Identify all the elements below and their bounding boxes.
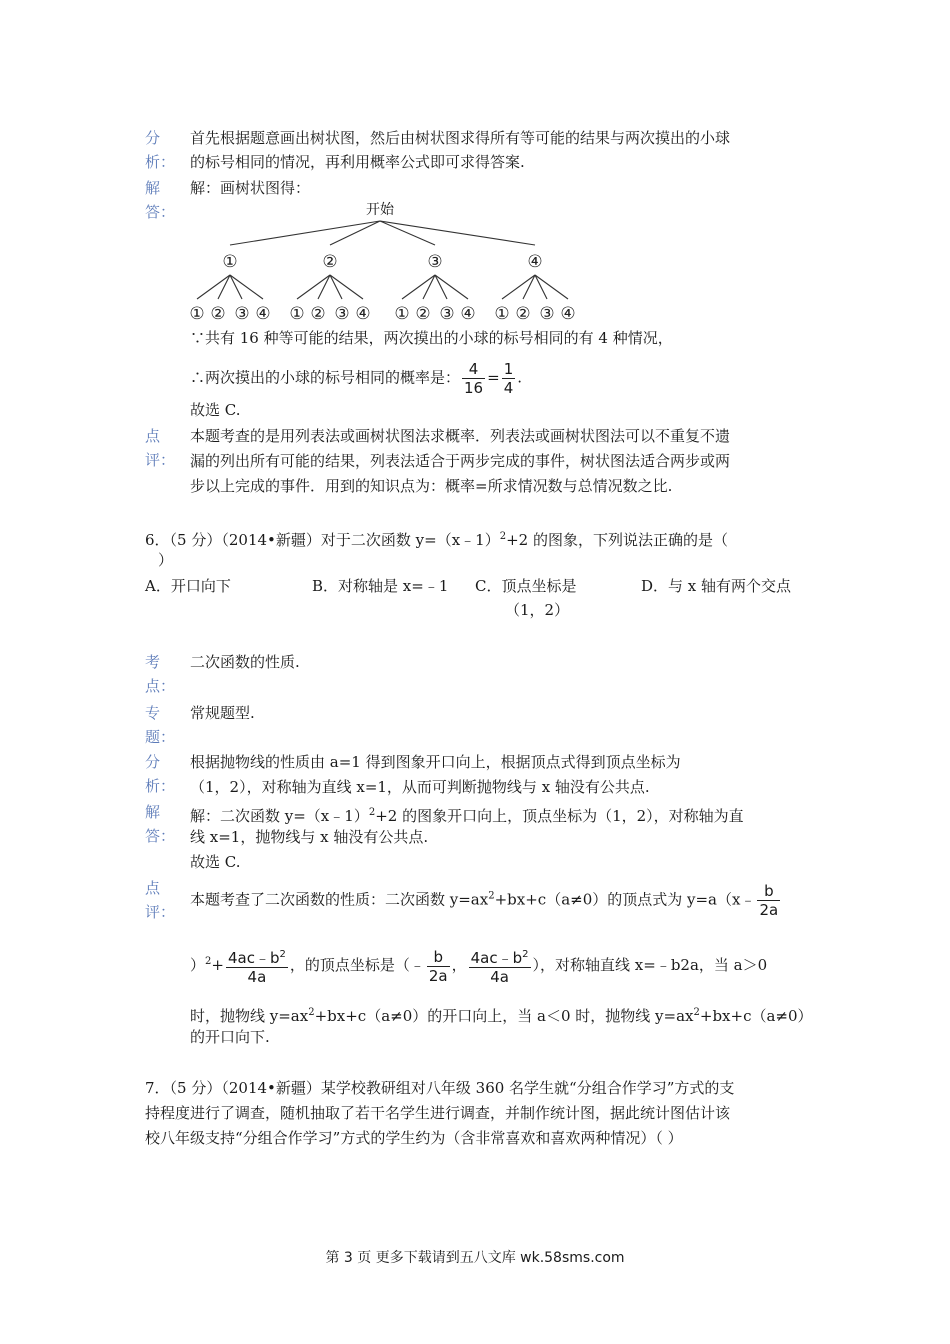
q6-option-d: D．与 x 轴有两个交点: [641, 577, 792, 595]
comment-part: ，的顶点坐标是（﹣: [289, 956, 425, 974]
q5-analysis-line: 首先根据题意画出树状图，然后由树状图求得所有等可能的结果与两次摸出的小球: [190, 129, 731, 147]
tree-node-level2: ①: [189, 304, 205, 324]
plus-sign: +: [211, 956, 224, 974]
frac-den: 16: [464, 379, 484, 397]
label-char: 评：: [145, 903, 176, 921]
tree-diagram: [185, 195, 595, 327]
q6-comment-label: [145, 876, 185, 924]
answer-part: 解：二次函数 y=（x﹣1）: [190, 807, 369, 825]
label-char: 题：: [145, 728, 176, 746]
q6-stem-close: ）: [158, 551, 174, 569]
q6-option-b: B．对称轴是 x=﹣1: [312, 577, 449, 595]
tree-node-level2: ①: [494, 304, 510, 324]
tree-branch: [230, 275, 242, 299]
q6-answer-label: [145, 800, 185, 848]
tree-node-level1: ③: [427, 252, 443, 272]
tree-branch: [318, 275, 330, 299]
q6-zhuanti-label: [145, 701, 185, 749]
tree-node-level2: ③: [234, 304, 250, 324]
q5-answer-label: [145, 176, 185, 224]
tree-branch: [502, 275, 535, 299]
fraction-1-4: [502, 360, 516, 397]
tree-branch: [330, 275, 363, 299]
fraction-b-2a: [427, 948, 450, 985]
label-char: 考: [145, 653, 161, 671]
tree-node-level2: ②: [310, 304, 326, 324]
comment-part: ），对称轴直线 x=﹣b2a，当 a＞0: [532, 956, 768, 974]
frac-num: b: [427, 948, 450, 967]
tree-branch: [435, 275, 447, 299]
label-char: 点: [145, 427, 161, 445]
tree-node-level1: ④: [527, 252, 543, 272]
frac-num: [226, 946, 288, 968]
superscript: 2: [308, 1007, 315, 1018]
q6-zhuanti: 常规题型.: [190, 704, 255, 722]
q5-choice: 故选 C.: [190, 401, 241, 419]
superscript: 2: [205, 956, 212, 967]
frac-num-text: 4ac﹣b: [227, 949, 280, 967]
q5-comment-line: 本题考查的是用列表法或画树状图法求概率．列表法或画树状图法可以不重复不遗: [190, 427, 731, 445]
superscript: 2: [522, 949, 529, 960]
fraction-b-2a: [757, 882, 780, 919]
frac-den: 2a: [428, 966, 448, 985]
q6-analysis-label: [145, 750, 185, 798]
tree-node-level1: ①: [222, 252, 238, 272]
tree-node-level2: ④: [560, 304, 576, 324]
period: .: [517, 368, 523, 387]
tree-node-level2: ④: [255, 304, 271, 324]
tree-branch: [423, 275, 435, 299]
q5-comment-line: 漏的列出所有可能的结果，列表法适合于两步完成的事件，树状图法适合两步或两: [190, 452, 731, 470]
q6-option-c: C．顶点坐标是: [475, 577, 577, 595]
frac-num: b: [757, 882, 780, 901]
q6-stem: [145, 524, 728, 553]
tree-node-level2: ④: [355, 304, 371, 324]
label-char: 点：: [145, 677, 176, 695]
label-char: 点: [145, 879, 161, 897]
tree-node-level2: ②: [210, 304, 226, 324]
comment-part: +bx+c（a≠0）的开口向上，当 a＜0 时，抛物线 y=ax: [314, 1007, 694, 1025]
superscript: 2: [488, 890, 495, 902]
q6-option-a: A．开口向下: [145, 577, 231, 595]
superscript: 2: [279, 949, 286, 960]
q5-analysis-line: 的标号相同的情况，再利用概率公式即可求得答案.: [190, 153, 525, 171]
comment-part: 本题考查了二次函数的性质：二次函数 y=ax: [190, 890, 489, 909]
q6-analysis-line: 根据抛物线的性质由 a=1 得到图象开口向上，根据顶点式得到顶点坐标为: [190, 753, 681, 771]
label-char: 析：: [145, 777, 176, 795]
frac-den: 2a: [759, 901, 779, 919]
label-char: 解: [145, 179, 161, 197]
q5-because: ∵共有 16 种等可能的结果，两次摸出的小球的标号相同的有 4 种情况，: [190, 329, 673, 347]
fraction-4-16: [462, 360, 485, 397]
q6-answer-line: 线 x=1，抛物线与 x 轴没有公共点.: [190, 828, 429, 846]
label-char: 答：: [145, 203, 176, 221]
comma: ，: [451, 956, 467, 974]
comment-part: ）: [190, 956, 206, 974]
label-char: 评：: [145, 451, 176, 469]
q5-therefore-line: [190, 360, 522, 397]
tree-node-level2: ②: [415, 304, 431, 324]
q6-kaodian: 二次函数的性质.: [190, 653, 300, 671]
q6-stem-part: +2 的图象，下列说法正确的是（: [506, 531, 728, 549]
tree-branch: [197, 275, 230, 299]
tree-node-level2: ③: [539, 304, 555, 324]
equals-sign: =: [487, 368, 500, 387]
tree-branch: [218, 275, 230, 299]
label-char: 分: [145, 129, 161, 147]
frac-num-text: 4ac﹣b: [470, 949, 523, 967]
q7-stem-line: 持程度进行了调查，随机抽取了若干名学生进行调查，并制作统计图，据此统计图估计该: [145, 1104, 731, 1122]
q5-therefore: ∴两次摸出的小球的标号相同的概率是：: [190, 368, 461, 387]
tree-branch: [535, 275, 568, 299]
tree-node-level2: ②: [515, 304, 531, 324]
q6-option-c-value: （1，2）: [505, 601, 570, 619]
frac-den: 4a: [247, 968, 267, 986]
frac-num: 1: [503, 360, 514, 378]
comment-part: +bx+c（a≠0）: [699, 1007, 813, 1025]
q7-stem-line: 7．（5 分）（2014•新疆）某学校教研组对八年级 360 名学生就“分组合作学习”方式的支: [145, 1079, 735, 1097]
q7-stem-line: 校八年级支持“分组合作学习”方式的学生约为（含非常喜欢和喜欢两种情况）（ ）: [145, 1129, 683, 1147]
tree-branch: [297, 275, 330, 299]
tree-branch: [402, 275, 435, 299]
label-char: 答：: [145, 827, 176, 845]
q6-kaodian-label: [145, 650, 185, 698]
tree-root: 开始: [366, 202, 394, 218]
tree-branch: [330, 275, 342, 299]
tree-node-level2: ①: [289, 304, 305, 324]
label-char: 解: [145, 803, 161, 821]
comment-part: 时，抛物线 y=ax: [190, 1007, 309, 1025]
tree-branch: [535, 275, 547, 299]
label-char: 析：: [145, 153, 176, 171]
q6-analysis-line: （1，2），对称轴为直线 x=1，从而可判断抛物线与 x 轴没有公共点.: [190, 778, 650, 796]
tree-node-level2: ③: [334, 304, 350, 324]
superscript: 2: [499, 531, 507, 542]
tree-node-level2: ①: [394, 304, 410, 324]
tree-branch: [523, 275, 535, 299]
superscript: 2: [368, 807, 376, 818]
comment-part: +bx+c（a≠0）的顶点式为 y=a（x﹣: [494, 890, 756, 909]
fraction-4ac-b2-4a: [226, 946, 288, 986]
label-char: 分: [145, 753, 161, 771]
q6-comment-line: [190, 1000, 813, 1029]
page-footer: 第 3 页 更多下载请到五八文库 wk.58sms.com: [325, 1250, 625, 1266]
label-char: 专: [145, 704, 161, 722]
frac-den: 4a: [490, 968, 509, 986]
answer-part: +2 的图象开口向上，顶点坐标为（1，2），对称轴为直: [375, 807, 744, 825]
q6-choice: 故选 C.: [190, 853, 241, 871]
q6-comment-line: 的开口向下.: [190, 1028, 270, 1046]
q6-stem-part: 6．（5 分）（2014•新疆）对于二次函数 y=（x﹣1）: [145, 531, 500, 549]
tree-node-level1: ②: [322, 252, 338, 272]
frac-num: 4: [462, 360, 485, 379]
tree-node-level2: ④: [460, 304, 476, 324]
frac-num: [469, 946, 531, 968]
fraction-4ac-b2-4a: [469, 946, 531, 986]
tree-branch: [230, 275, 263, 299]
q5-comment-line: 步以上完成的事件．用到的知识点为：概率=所求情况数与总情况数之比.: [190, 477, 673, 495]
tree-node-level2: ③: [439, 304, 455, 324]
q5-answer-intro: 解：画树状图得：: [190, 179, 311, 197]
q6-comment-line: [190, 946, 767, 986]
tree-branch: [435, 275, 468, 299]
frac-den: 4: [503, 379, 514, 397]
q5-analysis-label: [145, 126, 185, 174]
q6-comment-line: [190, 882, 782, 919]
superscript: 2: [693, 1007, 700, 1018]
q5-comment-label: [145, 424, 185, 472]
